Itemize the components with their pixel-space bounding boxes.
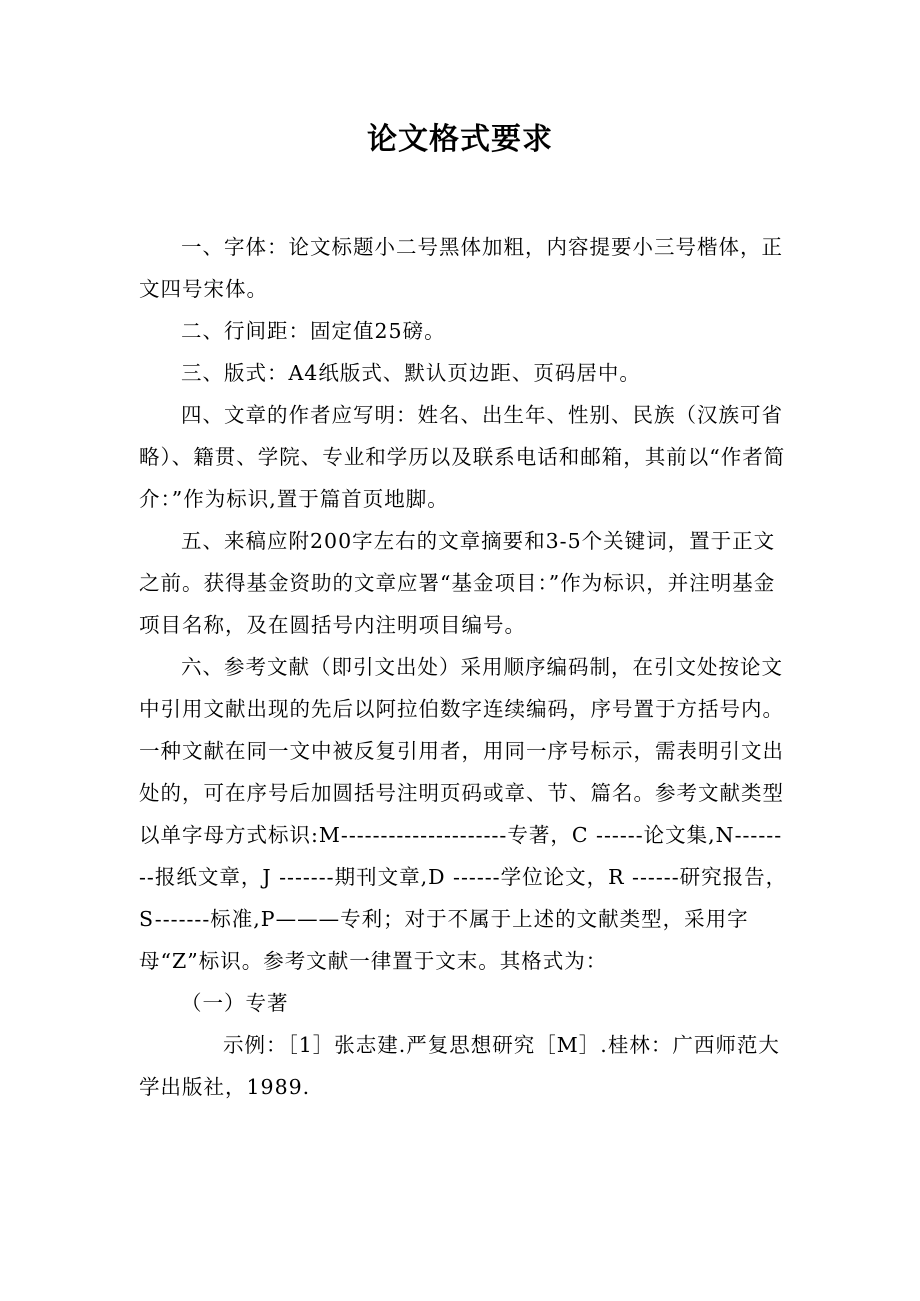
paragraph-font: 一、字体：论文标题小二号黑体加粗，内容提要小三号楷体，正文四号宋体。 [139, 235, 783, 301]
example-citation: 示例：［1］张志建.严复思想研究［M］.桂林：广西师范大学出版社，1989. [139, 1033, 780, 1099]
paragraph-abstract-keywords: 五、来稿应附200字左右的文章摘要和3-5个关键词，置于正文之前。获得基金资助的文章应署“基金项目：”作为标识，并注明基金项目名称，及在圆括号内注明项目编号。 [139, 529, 776, 637]
document-body [139, 226, 789, 1108]
subheading-monograph: （一）专著 [181, 991, 289, 1015]
paragraph-author-info: 四、文章的作者应写明：姓名、出生年、性别、民族（汉族可省略）、籍贯、学院、专业和学历以及联系电话和邮箱，其前以“作者简介：”作为标识,置于篇首页地脚。 [139, 403, 786, 511]
paragraph-line-spacing: 二、行间距：固定值25磅。 [181, 319, 446, 343]
page-title: 论文格式要求 [367, 122, 553, 157]
paragraph-layout: 三、版式：A4纸版式、默认页边距、页码居中。 [181, 361, 641, 385]
paragraph-references: 六、参考文献（即引文出处）采用顺序编码制，在引文处按论文中引用文献出现的先后以阿拉伯数字连续编码，序号置于方括号内。一种文献在同一文中被反复引用者，用同一序号标示，需表明引文出处的，可在序号后加圆括号注明页码或章、节、篇名。参考文献类型以单字母方式标识:M---------------------专著，C ------论文集,N--------报纸文章，J -------期刊文章,D ------学位论文，R ------研究报告，S-------标准,P———专利；对于不属于上述的文献类型，采用字母“Z”标识。参考文献一律置于文末。其格式为： [139, 655, 788, 973]
